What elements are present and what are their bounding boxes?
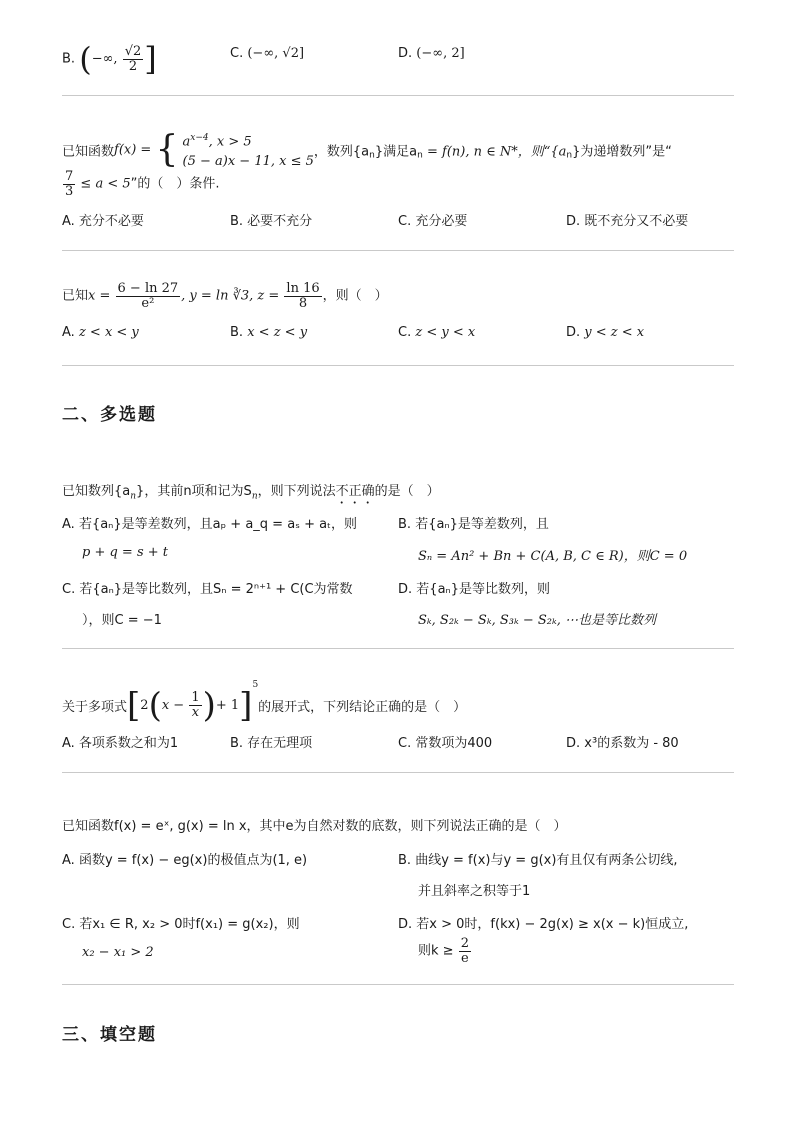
piecewise-brace: {	[155, 129, 179, 171]
prev-option-b-label: B.	[62, 51, 76, 67]
q2-x-fraction: $\frac{6 - \ln 27}{\text{e²}}$	[117, 281, 179, 311]
q5-option-b[interactable]: B. 曲线y = f(x)与y = g(x)有且仅有两条公切线,	[398, 853, 678, 868]
q5-option-a[interactable]: A. 函数y = f(x) − eg(x)的极值点为(1, e)	[62, 853, 308, 868]
q4-option-a[interactable]: A. 各项系数之和为1	[62, 736, 179, 751]
q4-fraction: $\frac{1}{x}$	[191, 690, 200, 720]
q3-stem: 已知数列$\{a_n\}$，其前n项和记为$S_n$，则下列说法不正确的是（ ）	[62, 484, 440, 502]
section-heading-fill: 三、填空题	[62, 1025, 157, 1045]
divider	[62, 648, 734, 649]
q2-option-c[interactable]: C. z < y < x	[398, 325, 476, 340]
q2-option-d[interactable]: D. y < z < x	[566, 325, 645, 340]
q3-option-d[interactable]: D. 若{aₙ}是等比数列，则	[398, 582, 550, 597]
prev-option-d-label: D.	[398, 46, 413, 61]
q3-option-b[interactable]: B. 若{aₙ}是等差数列，且	[398, 517, 549, 532]
q3-option-d-line2: Sₖ, S₂ₖ − Sₖ, S₃ₖ − S₂ₖ, ⋯也是等比数列	[418, 613, 656, 628]
piecewise-cases: $a^{x-4}$, x > 5 (5 − a)x − 11, x ≤ 5	[182, 133, 314, 170]
emphasis-not-correct: 不正确	[335, 484, 375, 499]
q1-fraction: $\frac{7}{3}$	[65, 169, 74, 199]
prev-option-d-expr: (−∞, 2]	[416, 46, 465, 61]
q3-option-a[interactable]: A. 若{aₙ}是等差数列，且aₚ + a_q = aₛ + aₜ，则	[62, 517, 357, 532]
q1-option-d[interactable]: D. 既不充分又不必要	[566, 214, 689, 229]
q3-option-b-line2: Sₙ = An² + Bn + C(A, B, C ∈ R)，则C = 0	[418, 549, 688, 564]
q2-stem: 已知x = $\frac{6 - \ln 27}{\text{e²}}$ , y = ln ∛3, z = $\frac{\ln 16}{8}$ ，则（ ）	[62, 281, 388, 311]
divider	[62, 365, 734, 366]
q3-option-c-line2: ），则C = −1	[82, 613, 162, 628]
q5-d-fraction: $\frac{2}{e}$	[460, 936, 469, 966]
q4-option-d[interactable]: D. x³的系数为 - 80	[566, 736, 679, 751]
q3-option-c[interactable]: C. 若{aₙ}是等比数列，且Sₙ = 2ⁿ⁺¹ + C(C为常数	[62, 582, 353, 597]
divider	[62, 772, 734, 773]
divider	[62, 95, 734, 96]
q1-stem: 已知函数f(x) = { $a^{x-4}$, x > 5 (5 − a)x − 11, x ≤ 5 ，数列$\{a_n\}$满足$a_n = f(n)$, n ∈ N*，则“$\{a_n\}$为递增数列”是“	[62, 128, 672, 172]
q5-stem: 已知函数f(x) = eˣ, g(x) = ln x，其中e为自然对数的底数，则下列说法正确的是（ ）	[62, 819, 567, 834]
prev-option-b-fraction: $\frac{√2}{2}$	[124, 43, 142, 74]
divider	[62, 250, 734, 251]
q5-option-d[interactable]: D. 若x > 0时，f(kx) − 2g(x) ≥ x(x − k)恒成立,	[398, 917, 689, 932]
prev-option-b[interactable]: B. (−∞, $\frac{√2}{2}$ ]	[62, 40, 157, 78]
prev-option-c[interactable]	[230, 46, 304, 61]
q4-stem: 关于多项式[2(x − $\frac{1}{x}$ )+ 1]$^5$的展开式，下列结论正确的是（ ）	[62, 680, 467, 726]
prev-option-c-label: C.	[230, 46, 244, 61]
q1-option-b[interactable]: B. 必要不充分	[230, 214, 313, 229]
prev-option-b-expr: −∞,	[91, 51, 118, 67]
q5-option-b-line2: 并且斜率之积等于1	[418, 884, 531, 899]
divider	[62, 984, 734, 985]
q4-option-c[interactable]: C. 常数项为400	[398, 736, 493, 751]
q5-option-d-line2: 则k ≥ $\frac{2}{e}$	[418, 936, 469, 966]
prev-option-c-expr: (−∞, √2]	[247, 46, 305, 61]
q5-option-c[interactable]: C. 若x₁ ∈ R, x₂ > 0时f(x₁) = g(x₂)，则	[62, 917, 300, 932]
q1-option-a[interactable]: A. 充分不必要	[62, 214, 144, 229]
section-heading-multi: 二、多选题	[62, 405, 157, 425]
q1-option-c[interactable]: C. 充分必要	[398, 214, 468, 229]
q5-option-c-line2: x₂ − x₁ > 2	[82, 945, 154, 960]
prev-option-d[interactable]	[398, 46, 465, 61]
q2-option-a[interactable]: A. z < x < y	[62, 325, 139, 340]
q2-z-fraction: $\frac{\ln 16}{8}$	[286, 281, 320, 311]
q4-option-b[interactable]: B. 存在无理项	[230, 736, 313, 751]
q2-option-b[interactable]: B. x < z < y	[230, 325, 308, 340]
q1-stem-line2: $\frac{7}{3}$ ≤ a < 5”的（ ）条件.	[65, 169, 220, 199]
q3-option-a-line2: p + q = s + t	[82, 545, 169, 560]
